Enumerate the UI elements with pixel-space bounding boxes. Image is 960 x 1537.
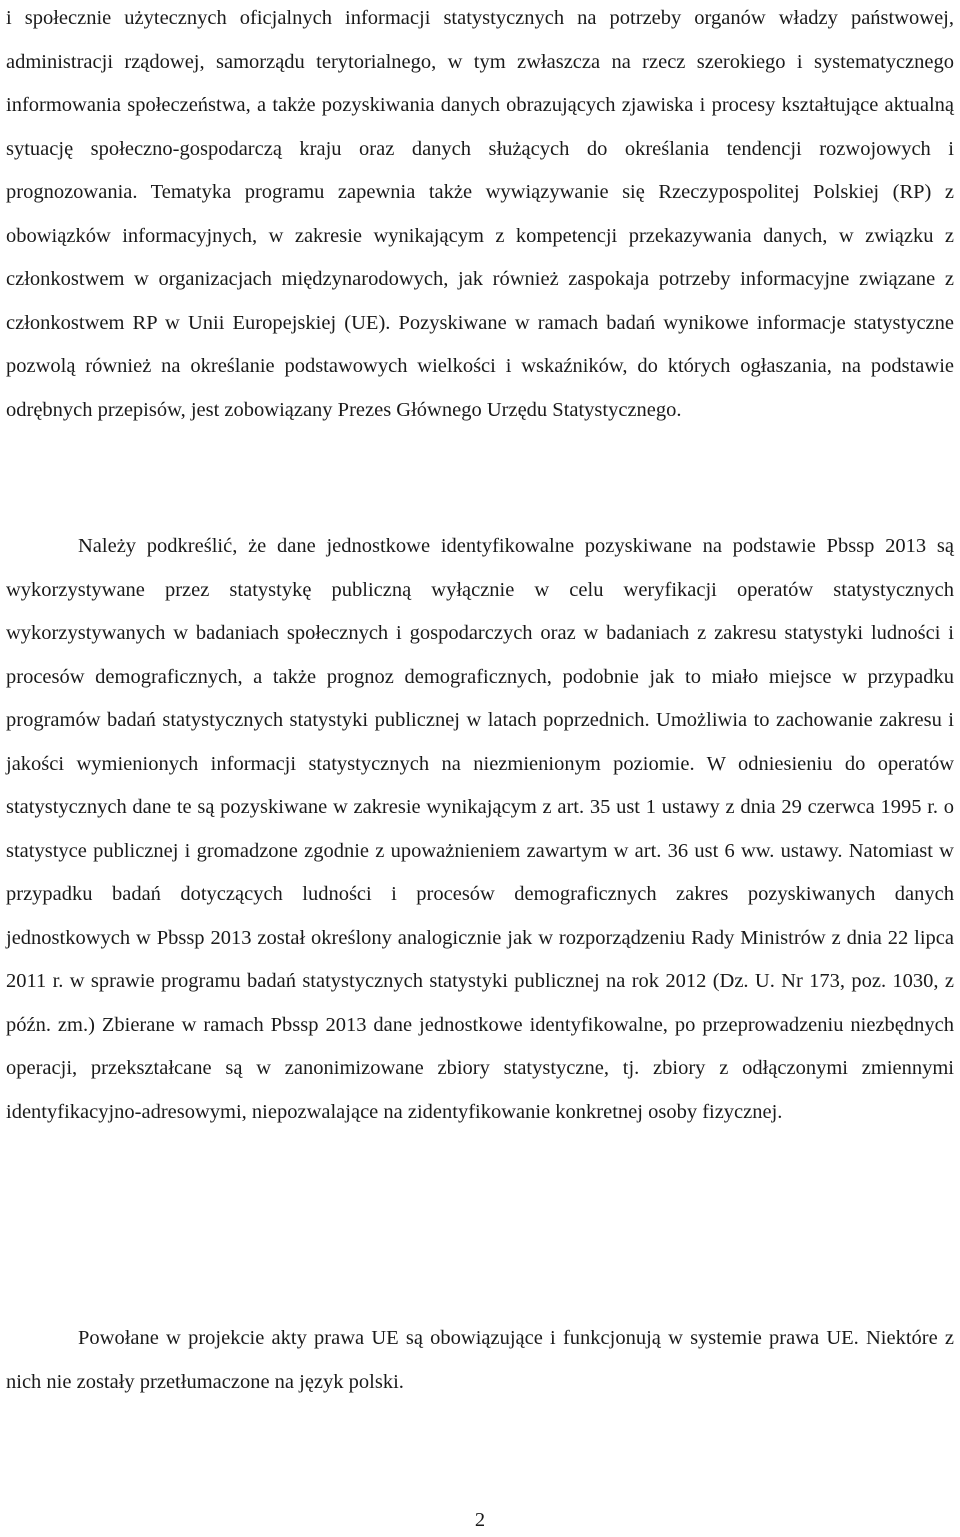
paragraph-pbssp-data-usage: Należy podkreślić, że dane jednostkowe identyfikowalne pozyskiwane na podstawie Pbssp 2013 są wykorzystywane przez statystykę publiczną wyłącznie w celu weryfikacji operatów statystycznych wykorzystywanych w badaniach społecznych i gospodarczych oraz w badaniach z zakresu statystyki ludności i procesów demograficznych, a także prognoz demograficznych, podobnie jak to miało miejsce w przypadku programów badań statystycznych statystyki publicznej w latach poprzednich. Umożliwia to zachowanie zakresu i jakości wymienionych informacji statystycznych na niezmienionym poziomie. W odniesieniu do operatów statystycznych dane te są pozyskiwane w zakresie wynikającym z art. 35 ust 1 ustawy z dnia 29 czerwca 1995 r. o statystyce publicznej i gromadzone zgodnie z upoważnieniem zawartym w art. 36 ust 6 ww. ustawy. Natomiast w przypadku badań dotyczących ludności i procesów demograficznych zakres pozyskiwanych danych jednostkowych w Pbssp 2013 został określony analogicznie jak w rozporządzeniu Rady Ministrów z dnia 22 lipca 2011 r. w sprawie programu badań statystycznych statystyki publicznej na rok 2012 (Dz. U. Nr 173, poz. 1030, z późn. zm.) Zbierane w ramach Pbssp 2013 dane jednostkowe identyfikowalne, po przeprowadzeniu niezbędnych operacji, przekształcane są w zanonimizowane zbiory statystyczne, tj. zbiory z odłączonymi zmiennymi identyfikacyjno-adresowymi, niepozwalające na zidentyfikowanie konkretnej osoby fizycznej.: [6, 535, 954, 1123]
paragraph-continuation: i społecznie użytecznych oficjalnych informacji statystycznych na potrzeby organów władzy państwowej, administracji rządowej, samorządu terytorialnego, w tym zwłaszcza na rzecz szerokiego i systematycznego informowania społeczeństwa, a także pozyskiwania danych obrazujących zjawiska i procesy kształtujące aktualną sytuację społeczno-gospodarczą kraju oraz danych służących do określania tendencji rozwojowych i prognozowania. Tematyka programu zapewnia także wywiązywanie się Rzeczypospolitej Polskiej (RP) z obowiązków informacyjnych, w zakresie wynikającym z kompetencji przekazywania danych, w związku z członkostwem w organizacjach międzynarodowych, jak również zaspokaja potrzeby informacyjne związane z członkostwem RP w Unii Europejskiej (UE). Pozyskiwane w ramach badań wynikowe informacje statystyczne pozwolą również na określanie podstawowych wielkości i wskaźników, do których ogłaszania, na podstawie odrębnych przepisów, jest zobowiązany Prezes Głównego Urzędu Statystycznego.: [6, 7, 954, 421]
page-number: 2: [474, 1509, 486, 1531]
paragraph-eu-law-note: Powołane w projekcie akty prawa UE są obowiązujące i funkcjonują w systemie prawa UE. Niektóre z nich nie zostały przetłumaczone na język polski.: [6, 1327, 954, 1393]
